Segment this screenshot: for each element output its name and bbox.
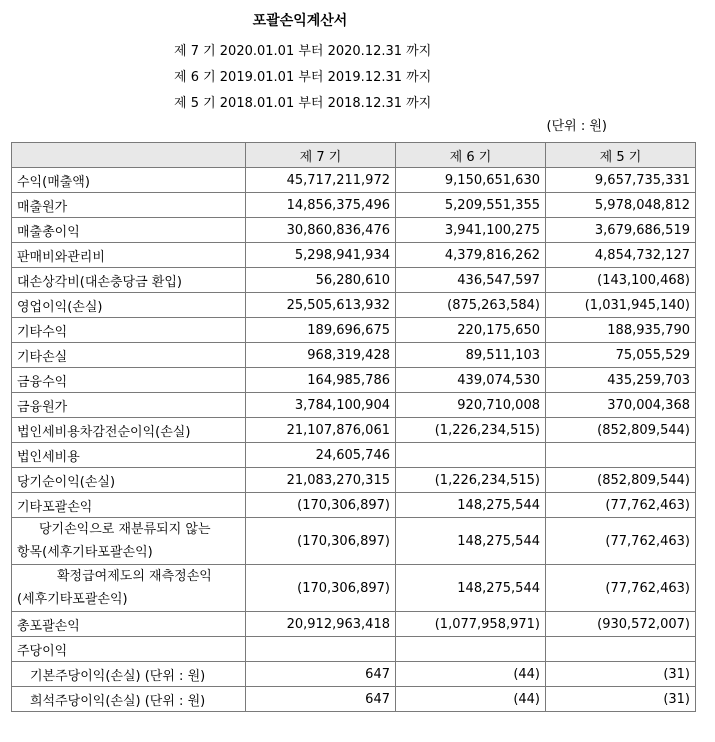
table-row <box>12 443 696 468</box>
value-7: 647 <box>246 662 396 687</box>
row-label: 기타수익 <box>12 318 246 343</box>
table-row <box>12 343 696 368</box>
value-5: 5,978,048,812 <box>546 193 696 218</box>
unit-label: (단위 : 원) <box>546 119 607 134</box>
table-row <box>12 218 696 243</box>
value-5: (31) <box>546 687 696 712</box>
value-6: 920,710,008 <box>396 393 546 418</box>
value-6: 9,150,651,630 <box>396 168 546 193</box>
row-label: 법인세비용차감전순이익(손실) <box>12 418 246 443</box>
table-row <box>12 168 696 193</box>
table-row <box>12 565 696 612</box>
value-5: (930,572,007) <box>546 612 696 637</box>
value-5 <box>546 637 696 662</box>
value-6: 148,275,544 <box>396 518 546 565</box>
row-label: 대손상각비(대손충당금 환입) <box>12 268 246 293</box>
value-6: 148,275,544 <box>396 565 546 612</box>
value-6: (44) <box>396 687 546 712</box>
row-label: 금융원가 <box>12 393 246 418</box>
value-6 <box>396 637 546 662</box>
header-period-6: 제 6 기 <box>396 143 546 168</box>
value-5: (143,100,468) <box>546 268 696 293</box>
value-5: (77,762,463) <box>546 565 696 612</box>
value-5: (77,762,463) <box>546 493 696 518</box>
row-label: 법인세비용 <box>12 443 246 468</box>
table-row <box>12 393 696 418</box>
value-7: 647 <box>246 687 396 712</box>
value-7: 45,717,211,972 <box>246 168 396 193</box>
table-row <box>12 662 696 687</box>
value-6: 3,941,100,275 <box>396 218 546 243</box>
value-5: 4,854,732,127 <box>546 243 696 268</box>
value-7: 968,319,428 <box>246 343 396 368</box>
value-7: 5,298,941,934 <box>246 243 396 268</box>
value-6: (1,226,234,515) <box>396 418 546 443</box>
table-row <box>12 368 696 393</box>
header-period-5: 제 5 기 <box>546 143 696 168</box>
table-row <box>12 268 696 293</box>
row-label <box>12 518 246 565</box>
table-row <box>12 293 696 318</box>
value-6: (875,263,584) <box>396 293 546 318</box>
row-label: 매출총이익 <box>12 218 246 243</box>
value-7: 20,912,963,418 <box>246 612 396 637</box>
value-6 <box>396 443 546 468</box>
header-period-7: 제 7 기 <box>246 143 396 168</box>
value-6: 220,175,650 <box>396 318 546 343</box>
value-6: 4,379,816,262 <box>396 243 546 268</box>
value-5: (852,809,544) <box>546 418 696 443</box>
period-7: 제 7 기 2020.01.01 부터 2020.12.31 까지 <box>174 44 432 59</box>
value-5: (852,809,544) <box>546 468 696 493</box>
row-label: 당기순이익(손실) <box>12 468 246 493</box>
value-7: 21,083,270,315 <box>246 468 396 493</box>
value-5 <box>546 443 696 468</box>
value-5: (31) <box>546 662 696 687</box>
value-6: 89,511,103 <box>396 343 546 368</box>
row-label: 희석주당이익(손실) (단위 : 원) <box>12 687 246 712</box>
row-label <box>12 565 246 612</box>
row-label: 총포괄손익 <box>12 612 246 637</box>
value-7: 3,784,100,904 <box>246 393 396 418</box>
row-label: 기타손실 <box>12 343 246 368</box>
table-row <box>12 318 696 343</box>
row-label: 매출원가 <box>12 193 246 218</box>
value-5: 3,679,686,519 <box>546 218 696 243</box>
value-5: (77,762,463) <box>546 518 696 565</box>
table-row <box>12 518 696 565</box>
row-label: 영업이익(손실) <box>12 293 246 318</box>
value-7 <box>246 637 396 662</box>
row-label-line1: 확정급여제도의 재측정손익 <box>57 569 212 584</box>
table-row <box>12 687 696 712</box>
table-row <box>12 637 696 662</box>
table-row <box>12 493 696 518</box>
value-6: 439,074,530 <box>396 368 546 393</box>
table-row <box>12 612 696 637</box>
value-5: 188,935,790 <box>546 318 696 343</box>
value-6: 5,209,551,355 <box>396 193 546 218</box>
table-row <box>12 243 696 268</box>
row-label: 기타포괄손익 <box>12 493 246 518</box>
value-6: 148,275,544 <box>396 493 546 518</box>
document-title: 포괄손익계산서 <box>252 13 348 29</box>
value-7: 21,107,876,061 <box>246 418 396 443</box>
row-label: 기본주당이익(손실) (단위 : 원) <box>12 662 246 687</box>
header-label <box>12 143 246 168</box>
table-header-row <box>12 143 696 168</box>
value-7: 14,856,375,496 <box>246 193 396 218</box>
value-5: 9,657,735,331 <box>546 168 696 193</box>
value-6: 436,547,597 <box>396 268 546 293</box>
period-6: 제 6 기 2019.01.01 부터 2019.12.31 까지 <box>174 70 432 85</box>
row-label: 주당이익 <box>12 637 246 662</box>
row-label-line2: (세후기타포괄손익) <box>17 592 128 607</box>
row-label: 수익(매출액) <box>12 168 246 193</box>
value-5: (1,031,945,140) <box>546 293 696 318</box>
value-5: 75,055,529 <box>546 343 696 368</box>
row-label-line1: 당기손익으로 재분류되지 않는 <box>39 522 211 537</box>
value-7: 164,985,786 <box>246 368 396 393</box>
value-7: (170,306,897) <box>246 518 396 565</box>
value-6: (44) <box>396 662 546 687</box>
income-statement-table <box>11 142 696 712</box>
value-7: (170,306,897) <box>246 565 396 612</box>
value-7: 56,280,610 <box>246 268 396 293</box>
value-6: (1,226,234,515) <box>396 468 546 493</box>
table-row <box>12 193 696 218</box>
row-label: 판매비와관리비 <box>12 243 246 268</box>
value-7: (170,306,897) <box>246 493 396 518</box>
value-7: 25,505,613,932 <box>246 293 396 318</box>
period-5: 제 5 기 2018.01.01 부터 2018.12.31 까지 <box>174 96 432 111</box>
table-row <box>12 468 696 493</box>
value-5: 435,259,703 <box>546 368 696 393</box>
value-7: 189,696,675 <box>246 318 396 343</box>
value-6: (1,077,958,971) <box>396 612 546 637</box>
table-row <box>12 418 696 443</box>
value-7: 30,860,836,476 <box>246 218 396 243</box>
row-label: 금융수익 <box>12 368 246 393</box>
row-label-line2: 항목(세후기타포괄손익) <box>17 545 153 560</box>
value-5: 370,004,368 <box>546 393 696 418</box>
value-7: 24,605,746 <box>246 443 396 468</box>
